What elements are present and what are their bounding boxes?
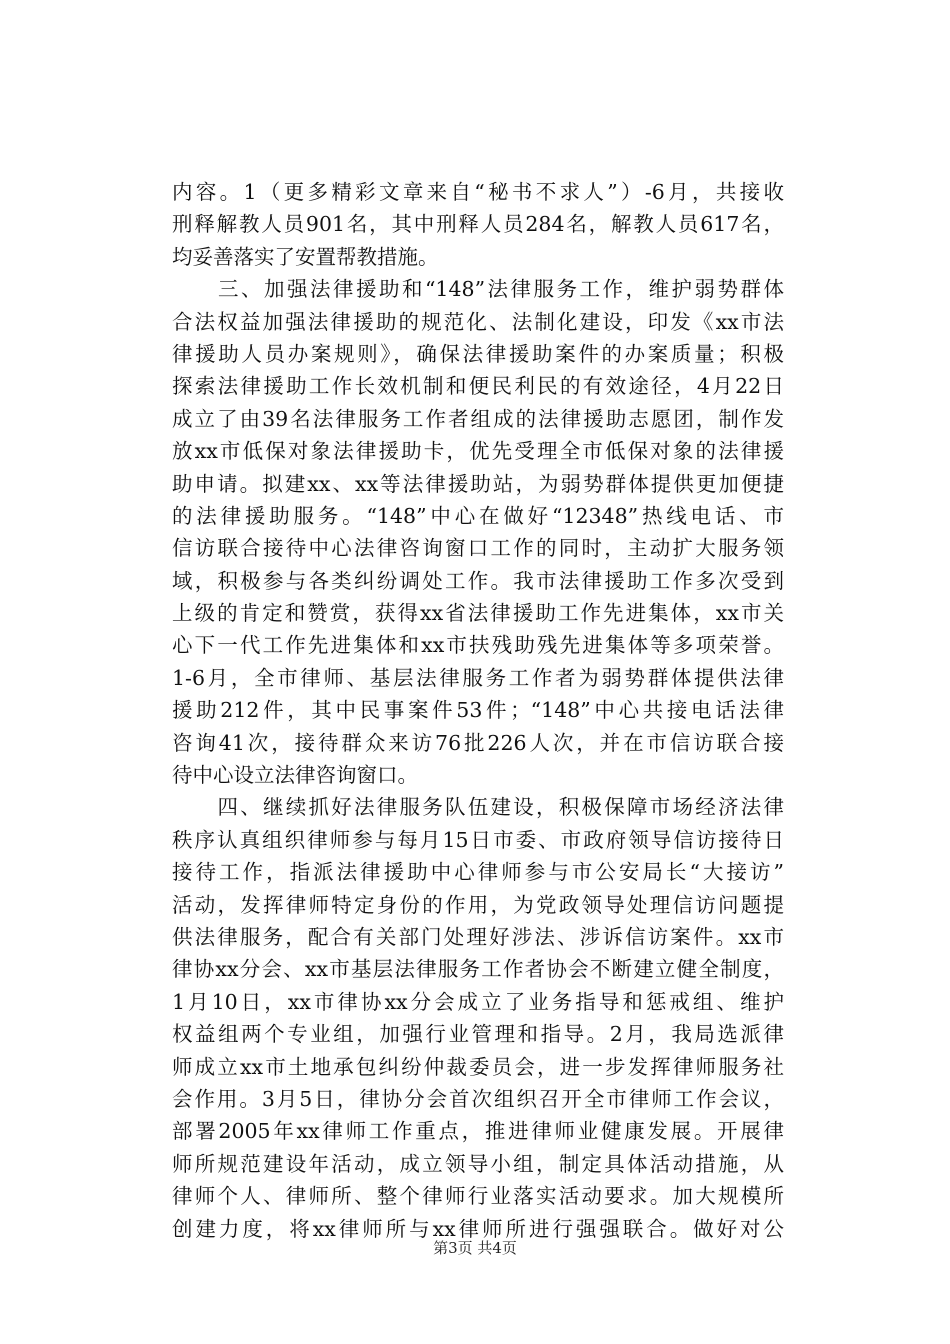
text-line: 均妥善落实了安置帮教措施。 <box>172 244 439 269</box>
text-line: 律师个人、律师所、整个律师行业落实活动要求。加大规模所 <box>172 1184 784 1209</box>
text-line: 探索法律援助工作长效机制和便民利民的有效途径，4月22日 <box>172 374 784 399</box>
text-line: 会作用。3月5日，律协分会首次组织召开全市律师工作会议， <box>172 1086 784 1111</box>
text-line: 刑释解教人员901名，其中刑释人员284名，解教人员617名， <box>172 212 784 237</box>
text-line: 律协xx分会、xx市基层法律服务工作者协会不断建立健全制度， <box>172 957 784 982</box>
text-line: 上级的肯定和赞赏，获得xx省法律援助工作先进集体，xx市关 <box>172 601 784 626</box>
text-line: 接待工作，指派法律援助中心律师参与市公安局长“大接访” <box>172 860 784 885</box>
body-text <box>172 176 784 1245</box>
text-line: 律援助人员办案规则》，确保法律援助案件的办案质量；积极 <box>172 341 784 366</box>
text-line: 1月10日，xx市律协xx分会成立了业务指导和惩戒组、维护 <box>172 989 784 1014</box>
text-line: 域，积极参与各类纠纷调处工作。我市法律援助工作多次受到 <box>172 568 784 593</box>
text-line: 放xx市低保对象法律援助卡，优先受理全市低保对象的法律援 <box>172 439 784 464</box>
text-line: 师成立xx市土地承包纠纷仲裁委员会，进一步发挥律师服务社 <box>172 1054 784 1079</box>
text-line: 创建力度，将xx律师所与xx律师所进行强强联合。做好对公 <box>172 1216 784 1241</box>
text-line: 活动，发挥律师特定身份的作用，为党政领导处理信访问题提 <box>172 892 784 917</box>
text-line: 信访联合接待中心法律咨询窗口工作的同时，主动扩大服务领 <box>172 536 784 561</box>
text-line: 待中心设立法律咨询窗口。 <box>172 763 418 788</box>
text-line: 供法律服务，配合有关部门处理好涉法、涉诉信访案件。xx市 <box>172 924 784 949</box>
text-line: 权益组两个专业组，加强行业管理和指导。2月，我局选派律 <box>172 1022 784 1047</box>
page-number-footer: 第3页 共4页 <box>433 1239 517 1257</box>
text-line: 合法权益加强法律援助的规范化、法制化建设，印发《xx市法 <box>172 309 784 334</box>
text-line: 援助212件，其中民事案件53件；“148”中心共接电话法律 <box>172 698 784 723</box>
text-line: 咨询41次，接待群众来访76批226人次，并在市信访联合接 <box>172 730 784 755</box>
text-line: 的法律援助服务。“148”中心在做好“12348”热线电话、市 <box>172 503 784 528</box>
text-line: 心下一代工作先进集体和xx市扶残助残先进集体等多项荣誉。 <box>172 633 784 658</box>
text-line: 三、加强法律援助和“148”法律服务工作，维护弱势群体 <box>172 277 784 302</box>
text-line: 部署2005年xx律师工作重点，推进律师业健康发展。开展律 <box>172 1119 784 1144</box>
text-line: 成立了由39名法律服务工作者组成的法律援助志愿团，制作发 <box>172 406 784 431</box>
text-line: 内容。1（更多精彩文章来自“秘书不求人”）-6月，共接收 <box>172 180 784 204</box>
text-line: 秩序认真组织律师参与每月15日市委、市政府领导信访接待日 <box>172 827 784 852</box>
text-line: 四、继续抓好法律服务队伍建设，积极保障市场经济法律 <box>172 795 784 820</box>
text-line: 1-6月，全市律师、基层法律服务工作者为弱势群体提供法律 <box>172 665 784 690</box>
text-line: 师所规范建设年活动，成立领导小组，制定具体活动措施，从 <box>172 1151 784 1176</box>
text-line: 助申请。拟建xx、xx等法律援助站，为弱势群体提供更加便捷 <box>172 471 784 496</box>
